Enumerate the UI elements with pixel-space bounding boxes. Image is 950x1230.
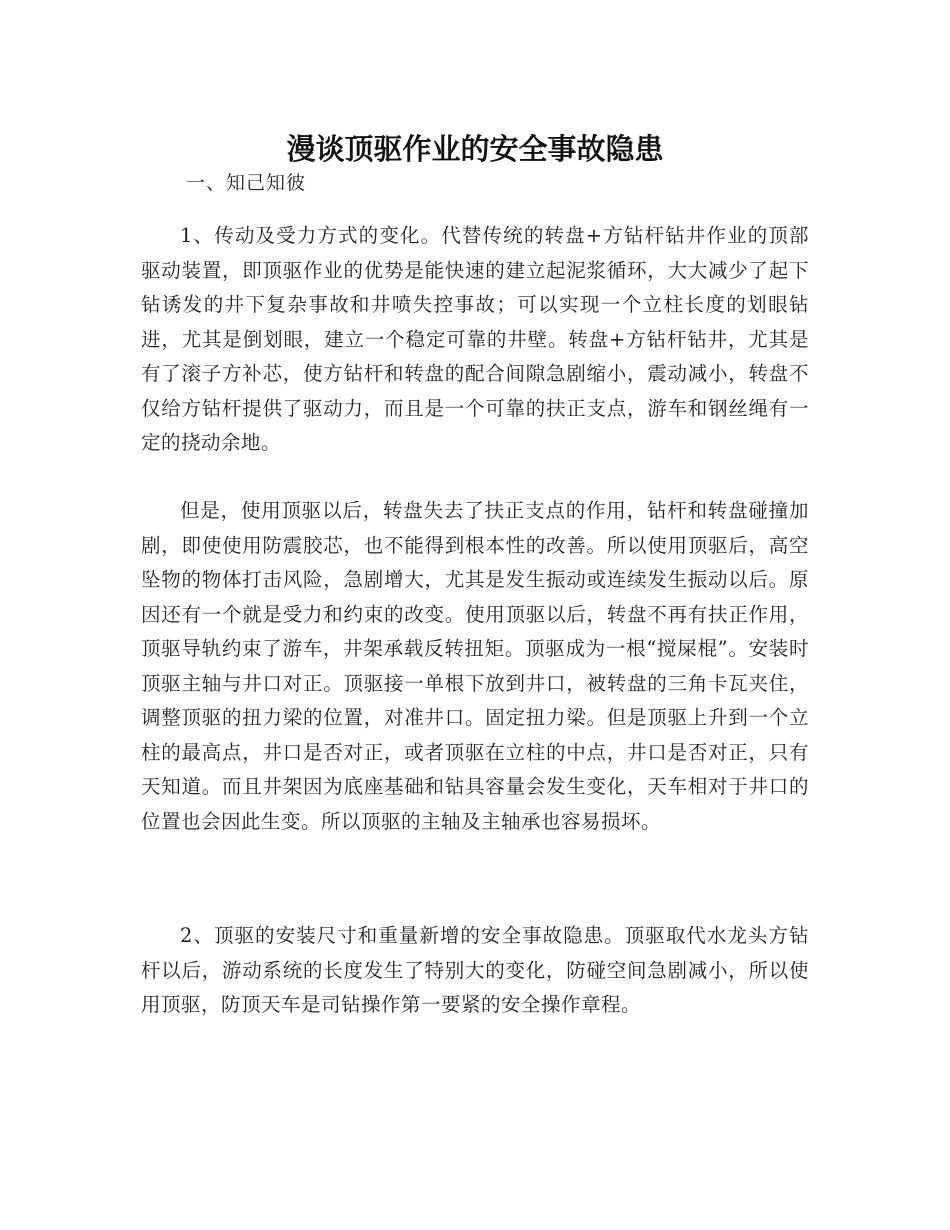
paragraph-1: 1、传动及受力方式的变化。代替传统的转盘+方钻杆钻井作业的顶部驱动装置，即顶驱作业的优势是能快速的建立起泥浆循环，大大减少了起下钻诱发的井下复杂事故和井喷失控事故；可以实现一个立柱长度的划眼钻进，尤其是倒划眼，建立一个稳定可靠的井壁。转盘+方钻杆钻井，尤其是有了滚子方补芯，使方钻杆和转盘的配合间隙急剧缩小，震动减小，转盘不仅给方钻杆提供了驱动力，而且是一个可靠的扶正支点，游车和钢丝绳有一定的挠动余地。	[141, 224, 809, 454]
document-title: 漫谈顶驱作业的安全事故隐患	[286, 132, 664, 167]
section-heading: 一、知己知彼	[186, 172, 307, 194]
paragraph-3: 2、顶驱的安装尺寸和重量新增的安全事故隐患。顶驱取代水龙头方钻杆以后，游动系统的长度发生了特别大的变化，防碰空间急剧减小，所以使用顶驱，防顶天车是司钻操作第一要紧的安全操作章程。	[141, 924, 809, 1016]
paragraph-2: 但是，使用顶驱以后，转盘失去了扶正支点的作用，钻杆和转盘碰撞加剧，即使使用防震胶芯，也不能得到根本性的改善。所以使用顶驱后，高空坠物的物体打击风险，急剧增大，尤其是发生振动或连续发生振动以后。原因还有一个就是受力和约束的改变。使用顶驱以后，转盘不再有扶正作用，顶驱导轨约束了游车，井架承载反转扭矩。顶驱成为一根“搅屎棍”。安装时顶驱主轴与井口对正。顶驱接一单根下放到井口，被转盘的三角卡瓦夹住，调整顶驱的扭力梁的位置，对准井口。固定扭力梁。但是顶驱上升到一个立柱的最高点，井口是否对正，或者顶驱在立柱的中点，井口是否对正，只有天知道。而且井架因为底座基础和钻具容量会发生变化，天车相对于井口的位置也会因此生变。所以顶驱的主轴及主轴承也容易损坏。	[141, 499, 809, 833]
